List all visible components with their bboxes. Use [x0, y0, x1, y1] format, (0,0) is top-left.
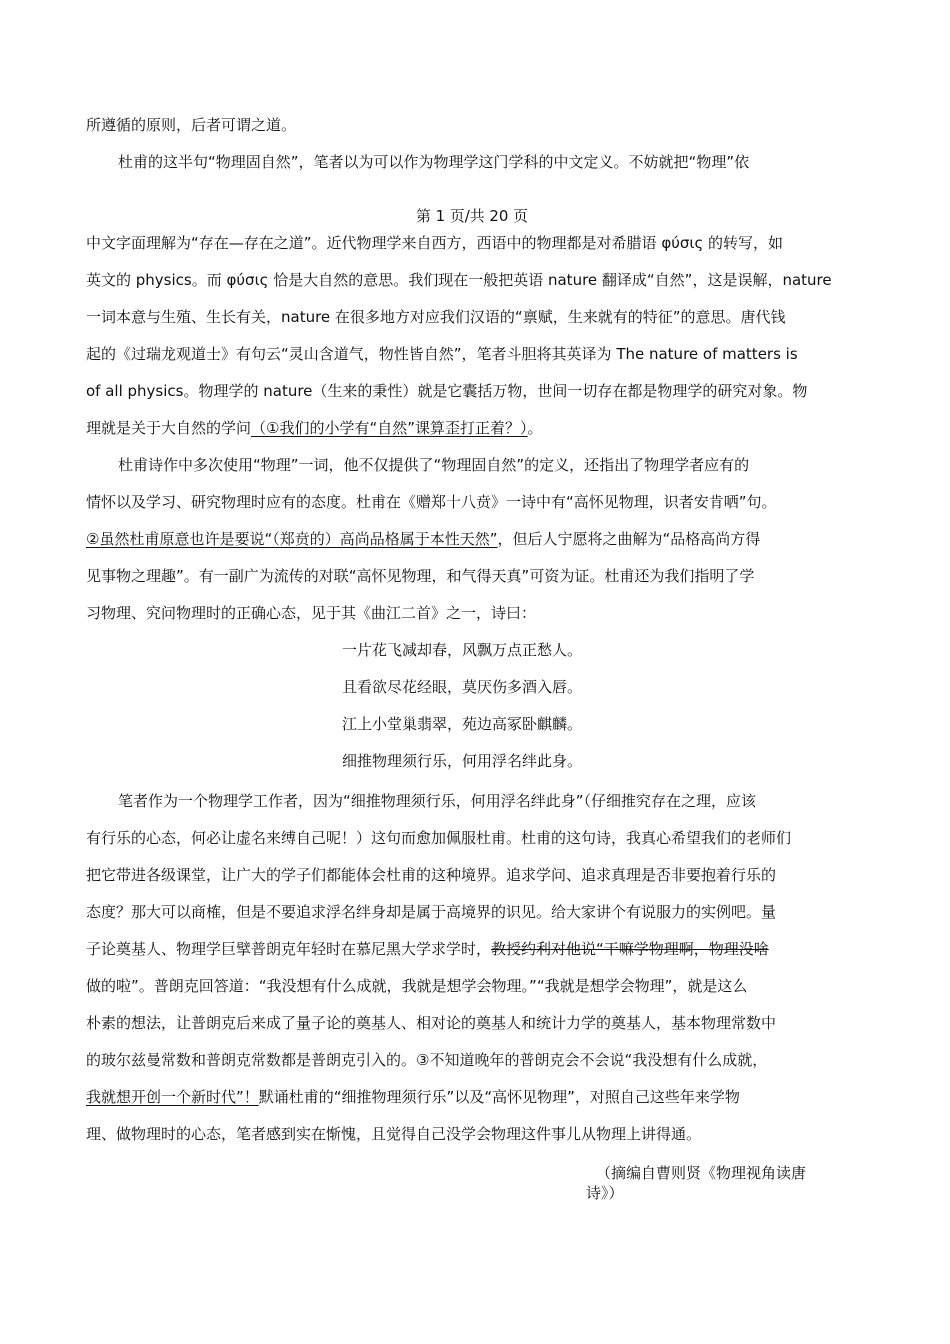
text-segment: 子论奠基人、物理学巨擘普朗克年轻时在慕尼黑大学求学时， [86, 940, 492, 958]
poem-line: 且看欲尽花经眼，莫厌伤多酒入唇。 [342, 678, 583, 696]
text-segment: ，但后人宁愿将之曲解为“品格高尚方得 [497, 530, 761, 548]
text-line: 做的啦”。普朗克回答道：“我没想有什么成就，我就是想学会物理。”“我就是想学会物理”，就是这么 [86, 977, 748, 995]
text-line: 见事物之理趣”。有一副广为流传的对联“高怀见物理，和气得天真”可资为证。杜甫还为我们指明了学 [86, 567, 755, 585]
text-line: of all physics。物理学的 nature（生来的秉性）就是它囊括万物，世间一切存在都是物理学的研究对象。物 [86, 382, 808, 400]
text-segment: 。 [527, 419, 543, 437]
text-line: 一词本意与生殖、生长有关，nature 在很多地方对应我们汉语的“禀赋，生来就有的特征”的意思。唐代钱 [86, 308, 786, 326]
poem-line: 一片花飞减却春，风飘万点正愁人。 [342, 641, 583, 659]
text-line [86, 939, 769, 959]
text-line: 态度？那大可以商榷，但是不要追求浮名绊身却是属于高境界的识见。给大家讲个有说服力的实例吧。量 [86, 903, 777, 921]
text-line: 起的《过瑞龙观道士》有句云“灵山含道气，物性皆自然”，笔者斗胆将其英译为 The nature of matters is [86, 345, 798, 363]
underlined-annotation-2: ②虽然杜甫原意也许是要说“（郑贲的）高尚品格属于本性天然” [86, 530, 498, 548]
underlined-annotation-3: 我就想开创一个新时代”！ [86, 1088, 259, 1106]
text-line: 有行乐的心态，何必让虚名来缚自己呢！）这句而愈加佩服杜甫。杜甫的这句诗，我真心希望我们的老师们 [86, 829, 792, 847]
text-line: 杜甫的这半句“物理固自然”，笔者以为可以作为物理学这门学科的中文定义。不妨就把“物理”依 [118, 153, 750, 171]
text-line [86, 418, 543, 438]
text-line [86, 529, 760, 549]
page-footer: 第 1 页/共 20 页 [415, 207, 529, 225]
text-line: 所遵循的原则，后者可谓之道。 [86, 116, 297, 134]
text-line: 情怀以及学习、研究物理时应有的态度。杜甫在《赠郑十八贲》一诗中有“高怀见物理，识者安肯哂”句。 [86, 493, 777, 511]
underlined-annotation-1: （①我们的小学有“自然”课算歪打正着？） [251, 419, 528, 437]
source-citation: 诗》） [586, 1184, 624, 1202]
text-line: 英文的 physics。而 φύσις 恰是大自然的意思。我们现在一般把英语 nature 翻译成“自然”，这是误解，nature [86, 271, 832, 289]
poem-line: 江上小堂巢翡翠，苑边高冢卧麒麟。 [342, 715, 583, 733]
text-line: 朴素的想法，让普朗克后来成了量子论的奠基人、相对论的奠基人和统计力学的奠基人，基本物理常数中 [86, 1014, 777, 1032]
text-line: 中文字面理解为“存在—存在之道”。近代物理学来自西方，西语中的物理都是对希腊语 φύσις 的转写，如 [86, 234, 784, 252]
text-line: 笔者作为一个物理学工作者，因为“细推物理须行乐，何用浮名绊此身”（仔细推究存在之理，应该 [118, 792, 757, 810]
text-line: 习物理、究问物理时的正确心态，见于其《曲江二首》之一，诗曰： [86, 604, 537, 622]
source-citation: （摘编自曹则贤《物理视角读唐 [596, 1164, 807, 1182]
text-segment: 默诵杜甫的“细推物理须行乐”以及“高怀见物理”，对照自己这些年来学物 [258, 1088, 740, 1106]
text-line: 杜甫诗作中多次使用“物理”一词，他不仅提供了“物理固自然”的定义，还指出了物理学者应有的 [118, 456, 750, 474]
struck-text: 教授约利对他说“干嘛学物理啊，物理没啥 [491, 940, 769, 958]
text-line: 理、做物理时的心态，笔者感到实在惭愧，且觉得自己没学会物理这件事儿从物理上讲得通。 [86, 1125, 702, 1143]
text-line: 把它带进各级课堂，让广大的学子们都能体会杜甫的这种境界。追求学问、追求真理是否非要抱着行乐的 [86, 866, 777, 884]
text-line: 的玻尔兹曼常数和普朗克常数都是普朗克引入的。③不知道晚年的普朗克会不会说“我没想有什么成就， [86, 1051, 768, 1069]
poem-line: 细推物理须行乐，何用浮名绊此身。 [342, 752, 583, 770]
text-line [86, 1087, 740, 1107]
text-segment: 理就是关于大自然的学问 [86, 419, 252, 437]
